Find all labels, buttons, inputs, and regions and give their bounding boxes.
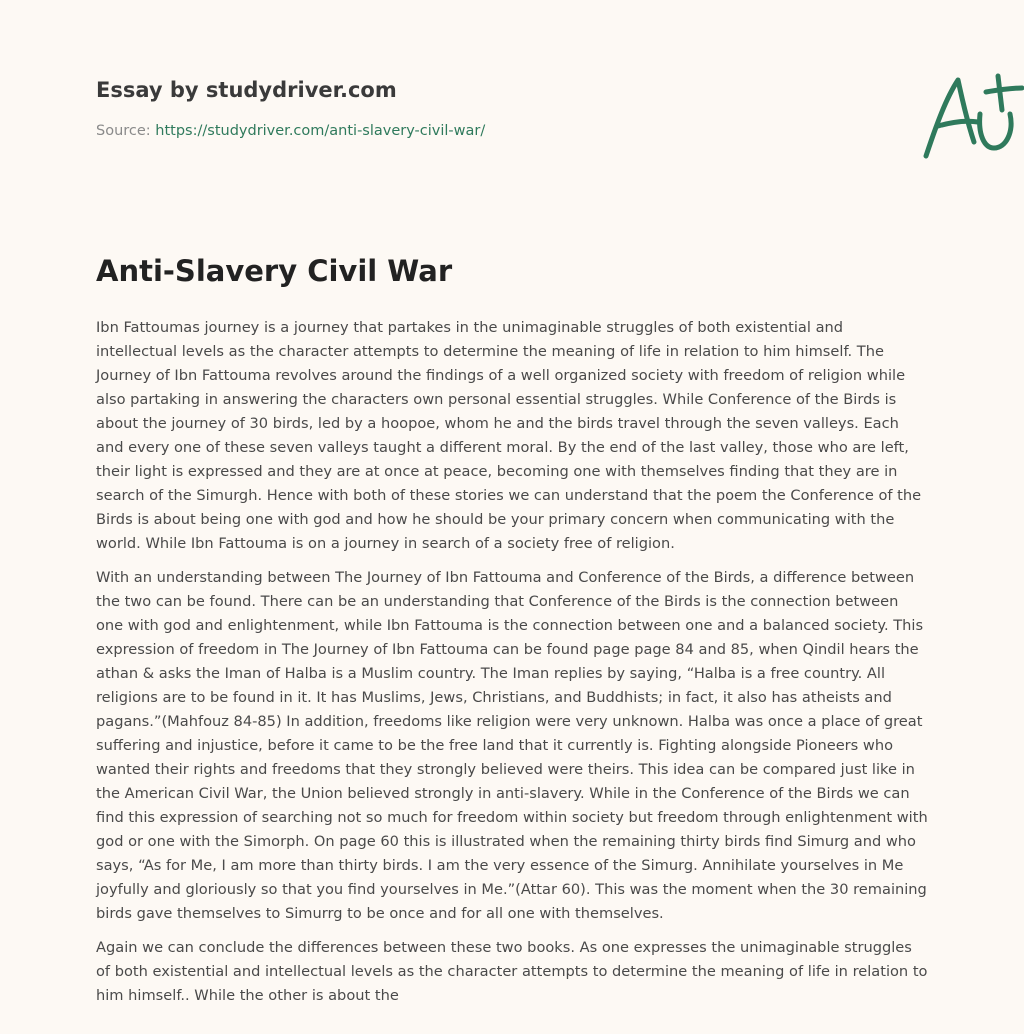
a-plus-grade-icon bbox=[918, 68, 1024, 168]
site-brand: Essay by studydriver.com bbox=[96, 78, 397, 102]
paragraph: With an understanding between The Journey of Ibn Fattouma and Conference of the Birds, a difference between the two can be found. There can be an understanding that Conference of the Birds is the connection between one with god and enlightenment, while Ibn Fattouma is the connection between one and a balanced society. This expression of freedom in The Journey of Ibn Fattouma can be found page page 84 and 85, when Qindil hears the athan & asks the Iman of Halba is a Muslim country. The Iman replies by saying, “Halba is a free country. All religions are to be found in it. It has Muslims, Jews, Christians, and Buddhists; in fact, it also has atheists and pagans.”(Mahfouz 84-85) In addition, freedoms like religion were very unknown. Halba was once a place of great suffering and injustice, before it came to be the free land that it currently is. Fighting alongside Pioneers who wanted their rights and freedoms that they strongly believed were theirs. This idea can be compared just like in the American Civil War, the Union believed strongly in anti-slavery. While in the Conference of the Birds we can find this expression of searching not so much for freedom within society but freedom through enlightenment with god or one with the Simorph. On page 60 this is illustrated when the remaining thirty birds find Simurg and who says, “As for Me, I am more than thirty birds. I am the very essence of the Simurg. Annihilate yourselves in Me joyfully and gloriously so that you find yourselves in Me.”(Attar 60). This was the moment when the 30 remaining birds gave themselves to Simurrg to be once and for all one with themselves. bbox=[96, 569, 928, 922]
paragraph: Ibn Fattoumas journey is a journey that partakes in the unimaginable struggles of both existential and intellectual levels as the character attempts to determine the meaning of life in relation to him himself. The Journey of Ibn Fattouma revolves around the findings of a well organized society with freedom of religion while also partaking in answering the characters own personal essential struggles. While Conference of the Birds is about the journey of 30 birds, led by a hoopoe, whom he and the birds travel through the seven valleys. Each and every one of these seven valleys taught a different moral. By the end of the last valley, those who are left, their light is expressed and they are at once at peace, becoming one with themselves finding that they are in search of the Simurgh. Hence with both of these stories we can understand that the poem the Conference of the Birds is about being one with god and how he should be your primary concern when communicating with the world. While Ibn Fattouma is on a journey in search of a society free of religion. bbox=[96, 319, 922, 552]
paragraph: Again we can conclude the differences between these two books. As one expresses the unimaginable struggles of both existential and intellectual levels as the character attempts to determine the meaning of life in relation to him himself.. While the other is about the bbox=[96, 939, 928, 1004]
source-link[interactable]: https://studydriver.com/anti-slavery-civil-war/ bbox=[155, 123, 486, 139]
source-line bbox=[96, 123, 485, 139]
essay-body bbox=[96, 316, 928, 1018]
essay-title: Anti-Slavery Civil War bbox=[96, 254, 453, 288]
source-label: Source: bbox=[96, 123, 151, 139]
